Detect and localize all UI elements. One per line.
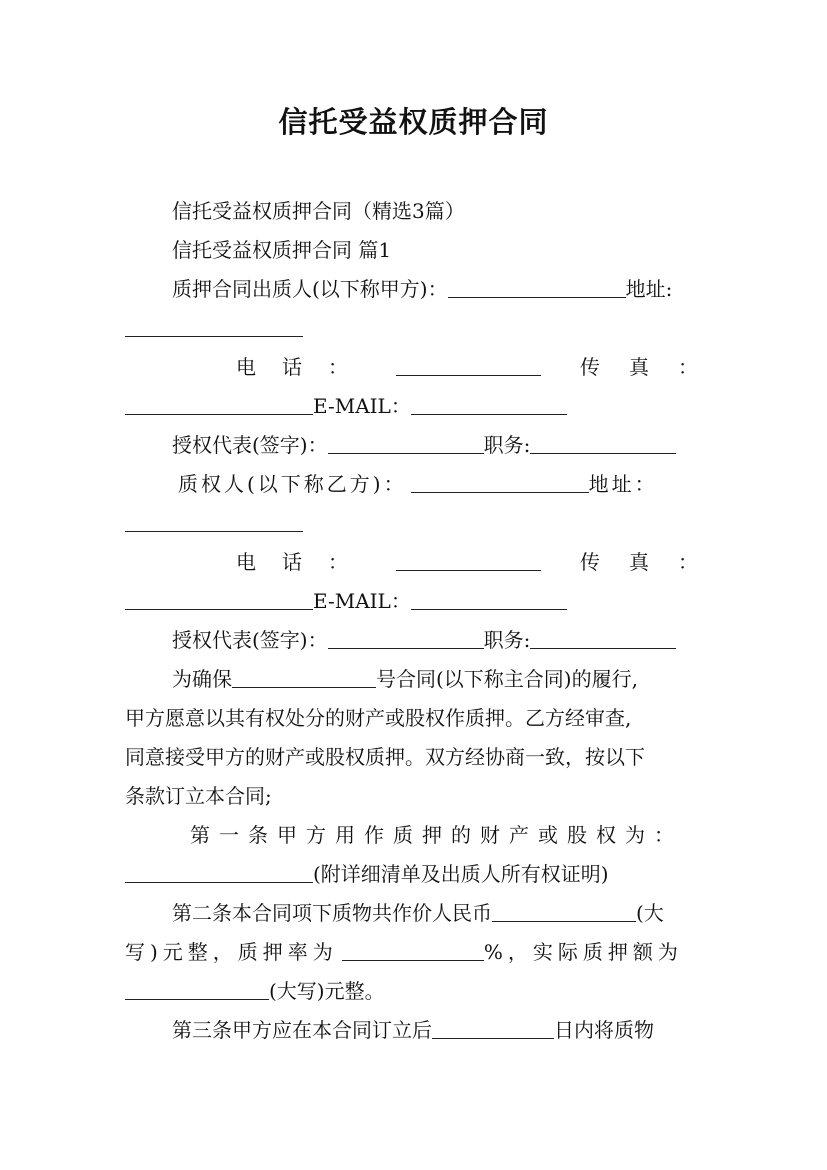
pledgor-position-blank: [530, 433, 676, 454]
pledgee-phone-fax-line: [236, 547, 698, 577]
pledgee-email-label: E-MAIL：: [313, 589, 411, 613]
pledgee-fax-email-line: [125, 586, 567, 616]
pledgee-fax-blank: [125, 589, 313, 610]
pledgor-phone-label: [236, 352, 348, 382]
article2-xie: 写)元整，质押率为: [125, 940, 338, 964]
pledgee-email-blank: [411, 589, 567, 610]
pledgor-address-line: [125, 313, 303, 343]
article2-prefix: 第二条本合同项下质物共作价人民币: [172, 901, 492, 925]
pledgor-email-label: E-MAIL：: [313, 394, 411, 418]
pledgor-rep-line: [172, 430, 676, 460]
fax-char-3: ：: [678, 550, 698, 574]
pledgor-fax-email-line: [125, 391, 567, 421]
intro-prefix: 为确保: [172, 667, 232, 691]
pledgee-name-blank: [411, 472, 589, 493]
fax-char-1: 传: [580, 550, 600, 574]
intro-line-1: [172, 664, 638, 694]
pledgee-address-label: 地址：: [588, 472, 658, 496]
article2-line-3: [125, 976, 385, 1006]
phone-char-2: 话: [282, 355, 302, 379]
fax-char-1: 传: [580, 355, 600, 379]
intro-line-3: 同意接受甲方的财产或股权质押。双方经协商一致，按以下: [125, 745, 645, 769]
fax-char-2: 真: [629, 550, 649, 574]
intro-line-2: 甲方愿意以其有权处分的财产或股权作质押。乙方经审查,: [125, 706, 632, 730]
article1-line-1: 第一条甲方用作质押的财产或股权为：: [190, 823, 683, 847]
pledgor-fax-label: [580, 352, 698, 382]
article1-line-2: [125, 859, 609, 889]
pledgor-address-label: 地址:: [625, 277, 673, 301]
article2-line3-text: (大写)元整。: [269, 979, 385, 1003]
pledgee-phone-label: [236, 547, 348, 577]
article2-line-2: [125, 937, 683, 967]
pledgor-phone-blank: [396, 355, 541, 376]
pledge-amount-blank: [125, 979, 269, 1000]
pledged-property-blank: [125, 862, 313, 883]
article2-da: (大: [636, 901, 664, 925]
section-heading: 信托受益权质押合同 篇1: [172, 238, 392, 262]
pledgor-phone-fax-line: [236, 352, 698, 382]
pledgee-position-blank: [530, 628, 676, 649]
contract-number-blank: [232, 667, 376, 688]
article2-pct: %，实际质押额为: [483, 940, 683, 964]
pledgor-position-label: 职务:: [483, 433, 531, 457]
pledgee-phone-blank: [396, 550, 541, 571]
pledge-rate-blank: [342, 940, 484, 961]
subtitle: 信托受益权质押合同（精选3篇）: [172, 199, 465, 223]
pledgor-fax-blank: [125, 394, 313, 415]
fax-char-3: ：: [678, 355, 698, 379]
pledgee-position-label: 职务:: [483, 628, 531, 652]
phone-char-1: 电: [236, 550, 256, 574]
pledgor-name-blank: [448, 277, 626, 298]
pledgee-rep-line: [172, 625, 676, 655]
pledgor-label: 质押合同出质人(以下称甲方)：: [172, 277, 448, 301]
pledgee-line: [178, 469, 658, 499]
days-blank: [432, 1018, 554, 1039]
phone-char-3: ：: [328, 550, 348, 574]
article3-suffix: 日内将质物: [554, 1018, 654, 1042]
article1-note: (附详细清单及出质人所有权证明): [313, 862, 609, 886]
pledgor-rep-blank: [328, 433, 484, 454]
phone-char-3: ：: [328, 355, 348, 379]
pledgee-fax-label: [580, 547, 698, 577]
pledgor-address-blank: [125, 316, 303, 337]
pledgee-rep-label: 授权代表(签字)：: [172, 628, 328, 652]
pledgee-address-line: [125, 508, 303, 538]
article3-prefix: 第三条甲方应在本合同订立后: [172, 1018, 432, 1042]
fax-char-2: 真: [629, 355, 649, 379]
phone-char-1: 电: [236, 355, 256, 379]
pledgor-email-blank: [411, 394, 567, 415]
article2-line-1: [172, 898, 664, 928]
document-title: 信托受益权质押合同: [278, 105, 549, 139]
article3-line-1: [172, 1015, 654, 1045]
pledgor-rep-label: 授权代表(签字)：: [172, 433, 328, 457]
pledgee-label: 质权人(以下称乙方)：: [178, 472, 407, 496]
pledgor-line: [172, 274, 672, 304]
intro-suffix: 号合同(以下称主合同)的履行,: [376, 667, 638, 691]
pledgee-rep-blank: [328, 628, 484, 649]
phone-char-2: 话: [282, 550, 302, 574]
pledgee-address-blank: [125, 511, 303, 532]
intro-line-4: 条款订立本合同;: [125, 784, 272, 808]
valuation-blank: [492, 901, 636, 922]
